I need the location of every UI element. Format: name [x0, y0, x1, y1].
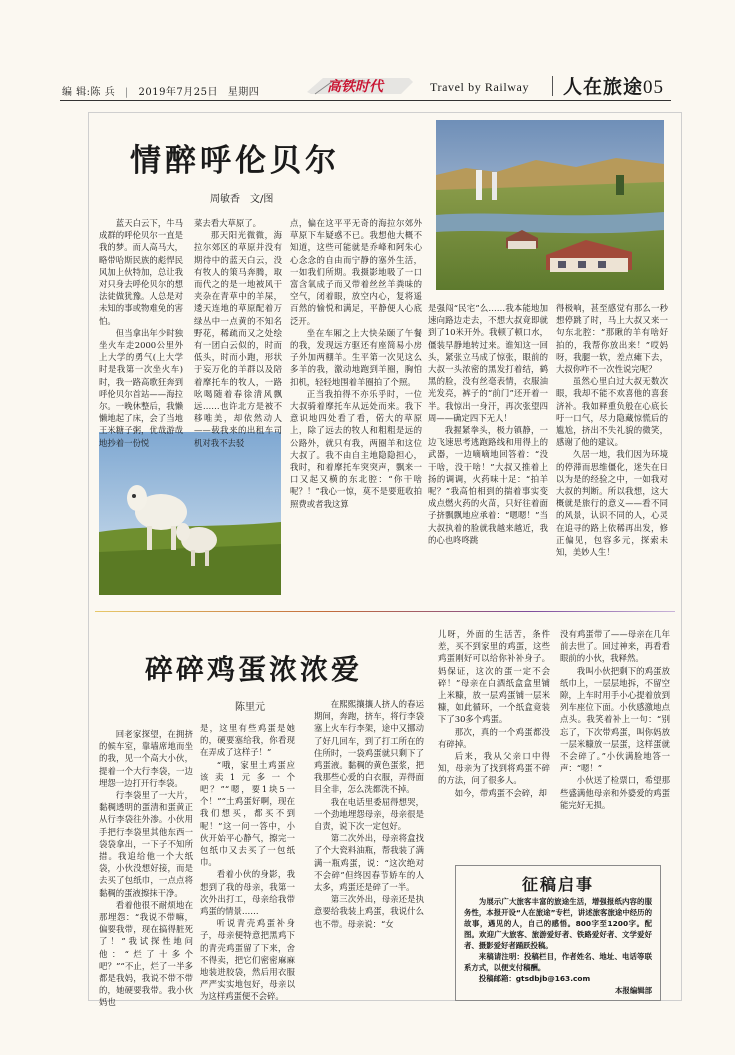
- notice-paragraph: 来稿请注明：投稿栏目，作者姓名、地址、电话等联系方式，以便支付稿酬。: [464, 952, 652, 972]
- article1-paragraph: 我握紧拳头，极力镇静，一边飞速思考逃跑路线和用得上的武器，一边嘀嘀地回答着：“没干啥，没干啥！”大叔又推着上扬的调调，火药味十足：“拍羊呢？”我高怕相到的揣着事实变成点燃火药的火苗，只好往着面子挤飘飘地应承着：“嗯嗯！”当大叔执着的脸就我越来越近，我的心也咚咚跳: [428, 425, 548, 545]
- article1-paragraph: 点，偏在这平平无奇的海拉尔郊外草原下车疑惑不已。我想他大概不知道，这些可能就是乔峰和阿朱心心念念的自由而宁静的塞外生活，一如我们所期。我摄影地吸了一口富含氧成子而又带着丝丝羊粪味的空气，闭着眼，放空内心，复将遥百然的愉悦和满足，平静便人心底泛开。: [290, 218, 422, 326]
- article2-column-4: [438, 628, 550, 860]
- sheep-photo: [99, 432, 281, 595]
- notice-title: 征稿启事: [521, 875, 594, 894]
- article2-paragraph: 如今，带鸡蛋不会碎，却: [454, 787, 547, 798]
- section-name: [563, 72, 664, 99]
- article1-paragraph: 那天阳光微微，海拉尔郊区的草原并没有期待中的蓝天白云，没有牧人的策马奔腾，取而代之的是一地被风干夹杂在青草中的羊屎，逶天连地的草原配着万绿丛中一点黄的不知名野花，稀疏而又之处绘有一团白云似的，时而低头，时而小跑，形状于妄万化的羊群以及陪着摩托车的牧人，一路吆喝随着春徐清风飘远……也许北方是被不移唯美，却依然动人——载我来的出租车司机对我不去驳: [194, 230, 282, 448]
- article2-paragraph: 小伙送了检票口，希望那些盛满他母亲和外婆爱的鸡蛋能完好无损。: [560, 775, 670, 810]
- grassland-photo: [436, 120, 664, 290]
- slogan: Travel by Railway: [430, 80, 530, 94]
- article2-paragraph: 我叫小伙把剩下的鸡蛋放纸巾上，一层层地拆，不留空隙，上车时用手小心提着放到列车座位下面。小伙感激地点点头。我笑着补上一句：“别忘了，下次带鸡蛋，叫你妈放一层米糠放一层蛋，这样蛋就不会碎了。”小伙满脸地答一声：“嗯！”: [560, 665, 670, 774]
- article1-byline: 周敏香 文/图: [210, 194, 274, 205]
- article-divider: [95, 611, 675, 612]
- article2-column-3: [314, 698, 424, 998]
- article1-column-5: [556, 302, 668, 599]
- article2-paragraph: 听说青壳鸡蛋补身子，母亲便特意把黑鸡下的青壳鸡蛋留了下来，舍不得卖，把它们密密麻麻地装进胶袋，然后用衣服严严实实地包好，母亲以为这样鸡蛋便不会碎。: [200, 918, 295, 1002]
- article2-column-2: [200, 722, 295, 1002]
- notice-paragraph: 为展示广大旅客丰富的旅途生活，增强报纸内容的服务性，本报开设“人在旅途”专栏，讲述旅客旅途中经历的故事，遇见的人，自己的感悟。800字至1200字。配图。欢迎广大旅客、旅游爱好者、铁路爱好者、文学爱好者、摄影爱好者踊跃投稿。: [464, 897, 652, 950]
- header-separator: [552, 76, 553, 96]
- article1-paragraph: 得极响，甚至感觉有那么一秒想停跳了时，马上大叔又来一句东北腔：“那瞅的羊有啥好拍的，我帮你放出来！”哎妈呀，我腿一软，差点瘫下去，大叔你咋不一次性说完呢？: [556, 303, 668, 375]
- article1-column-4: [428, 302, 548, 599]
- article2-paragraph: 我在电话里委屈得想哭，一个劲地埋怨母亲，母亲很是自责，说下次一定包好。: [314, 796, 424, 832]
- article2-paragraph: 是，这里有些鸡蛋是她的，硬要塞给我，你看现在弄成了这样子！”: [200, 723, 295, 758]
- page-number: 05: [643, 77, 665, 98]
- notice-body: [464, 896, 652, 984]
- article2-paragraph: 第三次外出，母亲还是执意要给我装上鸡蛋，我说什么也不带。母亲说：“女: [314, 894, 424, 929]
- issue-date: 2019年7月25日: [138, 87, 219, 98]
- article1-paragraph: 菜去看大草原了。: [194, 218, 261, 228]
- article2-paragraph: “哦，家里土鸡蛋应该卖1元多一个吧？”“嗯，要1块5一个！”“土鸡蛋好啊，现在我们想买，都买不到呢！”这一问一答中，小伙开始平心静气，擦完一包纸巾又去买了一包纸巾。: [200, 759, 295, 868]
- article2-paragraph: 后来，我从父亲口中得知，母亲为了找到将鸡蛋不碎的方法，问了很多人。: [438, 751, 550, 786]
- article1-paragraph: 但当拿出年少时独坐火车走2000公里外上大学的勇气(上大学时是我第一次坐火车)时，我一路高歌狂奔到呼伦贝尔首站——海拉尔。一晚休整后，我懒懒地起了床，会了当地王米糖子粥，优哉游哉地抄着一份悦: [99, 327, 183, 448]
- article2-title: 碎碎鸡蛋浓浓爱: [145, 653, 363, 686]
- article1-paragraph: 久居一地，我们因为环境的停滞而思维僵化，迷失在日以为是的经验之中，一如我对大叔的判断。所以我想，这大概就是旅行的意义——看不同的风景，认识不同的人，心灵在追寻的路上依稀再出发，修正偏见，包容多元，探索未知，美妙人生！: [556, 449, 668, 558]
- article2-paragraph: 那次，真的一个鸡蛋都没有碎掉。: [438, 726, 550, 749]
- call-for-submissions: [455, 865, 661, 1001]
- article1-paragraph: 是强闯“民宅”么……我本能地加速向路边走去，不想大叔竟即就到了10米开外。我顿了顿口水，僵装早静地转过来。谁知这一回头，紧张立马成了惊张，眼前的大叔一头浓密的黑发打着结，鹤黑的脸，没有丝毫表情，衣服油光发亮，裤子的“前门”还开着一半。我惊出一身汗，再次张望四周——确定四下无人！: [428, 303, 548, 423]
- article2-paragraph: 第二次外出，母亲将盒找了个大瓷料油瓶，帮我装了满满一瓶鸡蛋，说：“这次绝对不会碎”但终因春节娇车的人太多，鸡蛋还是碎了一半。: [314, 833, 424, 893]
- article1-paragraph: 坐在车厢之上大快朵颐了午餐的我，发现远方驱还有座简易小房子外加两棚羊。生平第一次见这么多羊的我，激动地跑到羊圈，胸怕扣机，轻轻地围着羊圈拍了个照。: [290, 327, 422, 387]
- article1-title: 情醉呼伦贝尔: [130, 143, 340, 179]
- article1-paragraph: 蓝天白云下，牛马成群的呼伦贝尔一直是我的梦。而人高马大，略带哈斯民族的彪悍民风加上伙特加，总让我对只身去呼伦贝尔的想法徒做犹豫。人总是对未知的事或物难免的害怕。: [99, 218, 183, 326]
- editor-credit: 编 辑:陈 兵: [62, 87, 116, 98]
- article2-paragraph: 行李袋里了一大片，黏稠透明的蛋清和蛋黄正从行李袋往外渗。小伙用手把行李袋里其他东西一袋袋拿出，一下子不知所措。我追给他一个大纸袋，小伙没想好接，而是去买了包纸巾，一点点将黏稠的蛋液擦抹干净。: [99, 790, 193, 898]
- article1-column-2: [194, 217, 282, 448]
- article1-column-1: [99, 217, 183, 448]
- notice-email: 投稿邮箱：gtsdbjb@163.com: [478, 974, 591, 983]
- article2-paragraph: 儿呀，外面的生活苦，条件差，买不到家里的鸡蛋，这些鸡蛋刚好可以给你补补身子。妈保证，这次的蛋一定不会碎！”母亲在白酒纸盒盒里铺上米糠，放一层鸡蛋铺一层米糠，如此循环，一个纸盒竟装下了30多个鸡蛋。: [438, 629, 550, 725]
- newspaper-logo: [305, 72, 417, 98]
- article2-paragraph: 回老家探望，在拥挤的候车室，靠墙席地而坐的我，见一个高大小伙，提着一个大行李袋，一边埋怨一边打开行李袋。: [99, 729, 193, 788]
- logo-text: 高铁时代: [327, 79, 383, 95]
- article1-column-3: [290, 217, 422, 599]
- article1-paragraph: 虽然心里白过大叔无数次眼，我却不能不欢喜他的喜套济补。我如释重负般在心底长吁一口气，尽力隐藏惊慌后的尴尬，挤出不失礼貌的微笑，感谢了他的建议。: [556, 376, 668, 448]
- article2-byline: 陈里元: [235, 702, 265, 713]
- article2-column-1: [99, 728, 193, 1008]
- notice-signature: 本报编辑部: [615, 986, 652, 995]
- section-title: 人在旅途: [563, 76, 644, 98]
- article2-column-5: [560, 628, 670, 860]
- article2-paragraph: 在熙熙攘攘人挤人的春运期间，奔跑，挤车，将行李袋塞上火车行李架，途中又挪动了好几回车，到了打工所在的住所时，一袋鸡蛋就只剩下了鸡蛋液。黏稠的黄色蛋浆，把我那些心爱的白衣服，弄得面目全非，怎么洗都洗不掉。: [314, 699, 424, 795]
- article2-paragraph: 没有鸡蛋带了——母亲在几年前去世了。回过神来，再看看眼前的小伙，我释然。: [560, 629, 670, 664]
- article2-paragraph: 看着小伙的身影，我想到了我的母亲，我第一次外出打工，母亲给我带鸡蛋的情景……: [200, 869, 295, 917]
- article1-paragraph: 正当我拍得不亦乐乎时，一位大叔骑着摩托车从远处而来。我下意识地四处看了看，偌大的草原上，除了远去的牧人和粗粗是远的公路外，就只有我，两圈羊和这位大叔了。我不由自主地隐隐担心，我时，和着摩托车突突声，飘来一口又起又横的东北腔：“你干啥呢？！”我心一惊，莫不是要逛收拍照费或者我这算: [290, 388, 422, 509]
- header-meta: 编 辑:陈 兵 | 2019年7月25日 星期四: [62, 87, 260, 98]
- issue-weekday: 星期四: [227, 87, 260, 98]
- header-rule: [60, 100, 671, 101]
- article2-paragraph: 看着他很不耐烦地在那埋怨：“我说不带嘛，偏要我带，现在搞得脏死了！”我试探性地问他：“烂了十多个吧？”“不止，烂了一半多都是我妈，我说不带不带的，她硬要我带。我小伙妈也: [99, 899, 193, 1008]
